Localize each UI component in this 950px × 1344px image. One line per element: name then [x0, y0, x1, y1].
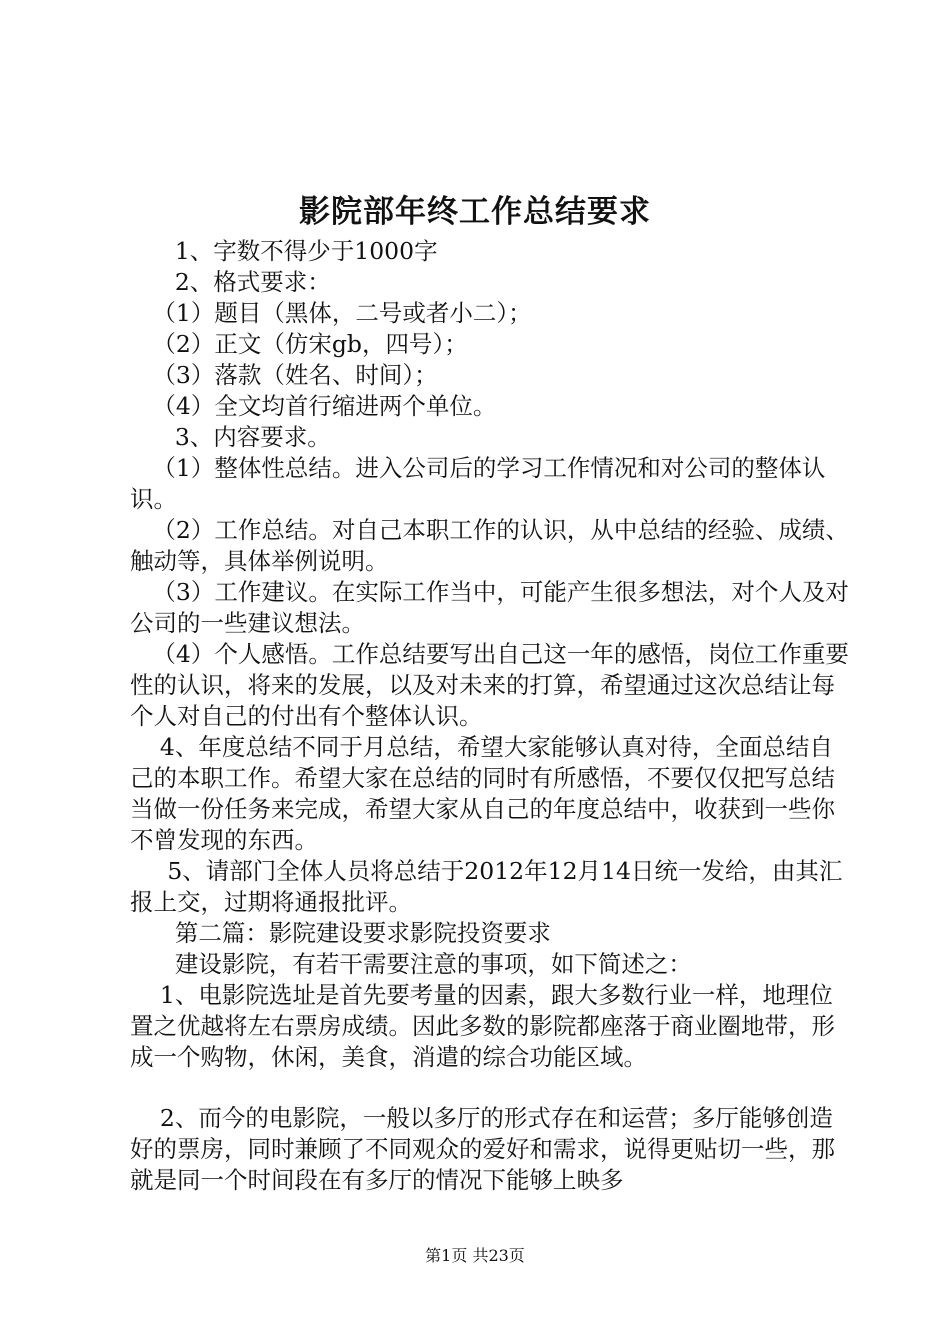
paragraph-annual-summary: 4、年度总结不同于月总结，希望大家能够认真对待，全面总结自己的本职工作。希望大家在总结的同时有所感悟，不要仅仅把写总结当做一份任务来完成，希望大家从自己的年度总结中，收获到一些你不曾发现的东西。 — [130, 733, 835, 854]
paragraph-format-heading: 2、格式要求： — [130, 268, 331, 296]
paragraph-content-4: （4）个人感悟。工作总结要写出自己这一年的感悟，岗位工作重要性的认识，将来的发展，以及对未来的打算，希望通过这次总结让每个人对自己的付出有个整体认识。 — [130, 640, 849, 730]
paragraph-content-2: （2）工作总结。对自己本职工作的认识，从中总结的经验、成绩、触动等，具体举例说明。 — [130, 516, 849, 575]
document-body — [130, 236, 854, 1196]
paragraph-content-3: （3）工作建议。在实际工作当中，可能产生很多想法，对个人及对公司的一些建议想法。 — [130, 578, 849, 637]
paragraph-word-count: 1、字数不得少于1000字 — [130, 237, 438, 265]
paragraph-content-1: （1）整体性总结。进入公司后的学习工作情况和对公司的整体认识。 — [130, 454, 826, 513]
paragraph-content-heading: 3、内容要求。 — [130, 423, 331, 451]
document-title: 影院部年终工作总结要求 — [299, 194, 651, 230]
page-number-footer: 第1页 共23页 — [425, 1246, 525, 1265]
paragraph-deadline: 5、请部门全体人员将总结于2012年12月14日统一发给，由其汇报上交，过期将通报批评。 — [130, 857, 843, 916]
paragraph-site-selection: 1、电影院选址是首先要考量的因素，跟大多数行业一样，地理位置之优越将左右票房成绩。因此多数的影院都座落于商业圈地带，形成一个购物，休闲，美食，消遣的综合功能区域。 — [130, 981, 835, 1071]
paragraph-format-signature: （3）落款（姓名、时间）； — [130, 361, 438, 389]
paragraph-format-title: （1）题目（黑体，二号或者小二）； — [130, 299, 532, 327]
paragraph-format-indent: （4）全文均首行缩进两个单位。 — [130, 392, 497, 420]
paragraph-spacer — [130, 1073, 854, 1103]
paragraph-format-body: （2）正文（仿宋gb，四号）； — [130, 330, 468, 358]
paragraph-intro: 建设影院，有若干需要注意的事项，如下简述之： — [130, 950, 692, 978]
paragraph-multiplex: 2、而今的电影院，一般以多厅的形式存在和运营；多厅能够创造好的票房，同时兼顾了不同观众的爱好和需求，说得更贴切一些，那就是同一个时间段在有多厅的情况下能够上映多 — [130, 1104, 835, 1194]
paragraph-second-article-title: 第二篇：影院建设要求影院投资要求 — [130, 919, 551, 947]
